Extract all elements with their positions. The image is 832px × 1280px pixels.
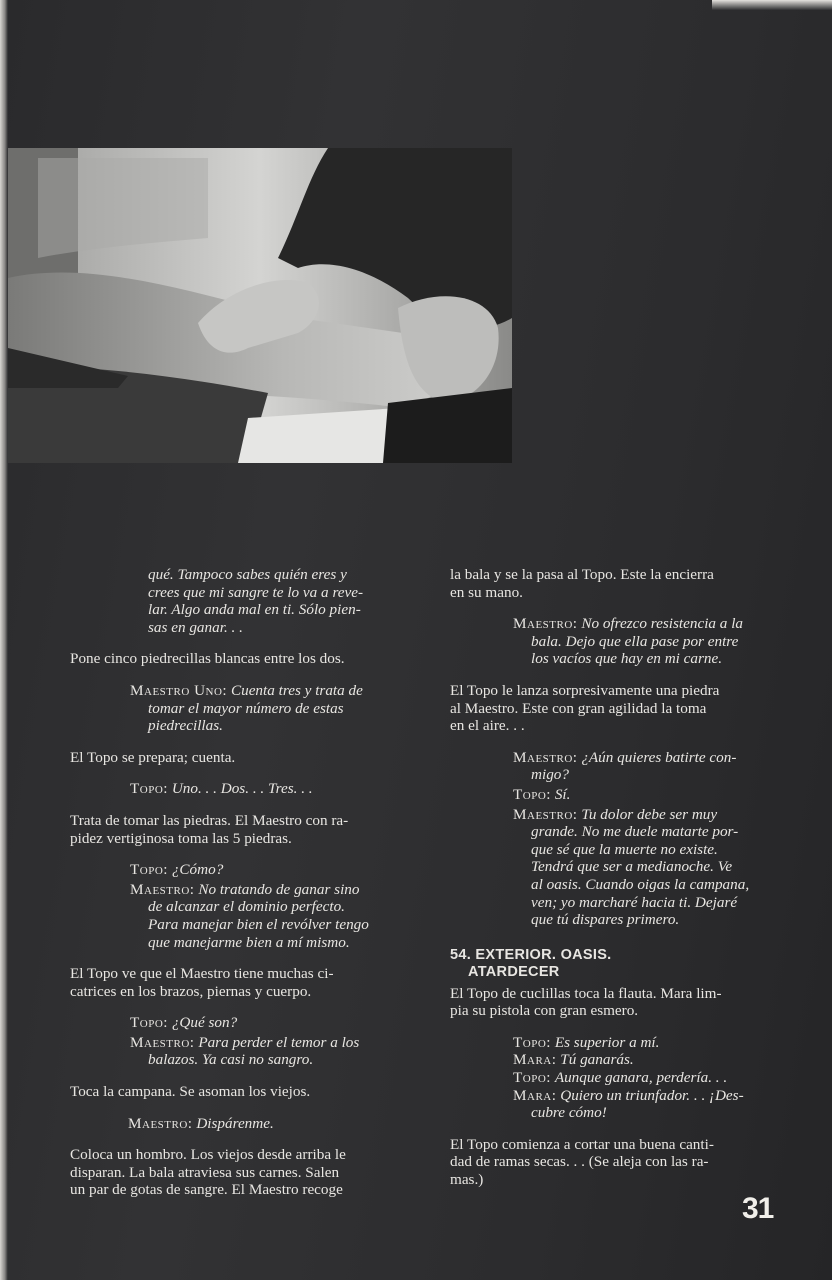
speech-text: ¿Aún quieres batirte con- xyxy=(581,748,737,766)
dialogue-continuation xyxy=(70,566,408,636)
speech-text: bala. Dejo que ella pase por entre xyxy=(531,632,739,650)
speech-text: Para perder el temor a los xyxy=(198,1033,360,1051)
dialogue-topo xyxy=(70,1014,408,1032)
stage-direction: Toca la campana. Se asoman los viejos. xyxy=(70,1083,311,1101)
speech-text: Tu dolor debe ser muy xyxy=(581,805,718,823)
dialogue-topo xyxy=(70,780,408,798)
stage-direction: Pone cinco piedrecillas blancas entre los dos. xyxy=(70,650,345,668)
text-line: la bala y se la pasa al Topo. Este la encierra xyxy=(450,566,714,583)
scene-heading-line: ATARDECER xyxy=(468,963,560,980)
speaker-label: Maestro: xyxy=(513,748,578,766)
page-top-edge xyxy=(712,0,832,10)
stage-direction xyxy=(450,1136,776,1189)
scene-heading-line: 54. EXTERIOR. OASIS. xyxy=(450,946,612,963)
speech-text: migo? xyxy=(531,766,569,784)
text-line: dad de ramas secas. . . (Se aleja con las ra- xyxy=(450,1153,709,1171)
speech-text: Cuenta tres y trata de xyxy=(230,681,363,699)
text-line: al Maestro. Este con gran agilidad la toma xyxy=(450,699,707,717)
text-line: Coloca un hombro. Los viejos desde arriba le xyxy=(70,1146,346,1164)
text-line: qué. Tampoco sabes quién eres y xyxy=(148,566,347,583)
speech-text: Quiero un triunfador. . . ¡Des- xyxy=(560,1086,744,1104)
text-line: Trata de tomar las piedras. El Maestro con ra- xyxy=(70,811,349,829)
text-line: El Topo de cuclillas toca la flauta. Mara lim- xyxy=(450,984,722,1002)
speaker-label: Maestro Uno: xyxy=(130,681,228,699)
dialogue-mara xyxy=(450,1087,776,1122)
speech-text: de alcanzar el dominio perfecto. xyxy=(148,898,345,916)
photo-illustration xyxy=(8,148,512,463)
speech-text: grande. No me duele matarte por- xyxy=(531,823,739,841)
text-line: catrices en los brazos, piernas y cuerpo. xyxy=(70,982,312,1000)
speech-text: Es superior a mí. xyxy=(554,1033,660,1051)
text-line: El Topo ve que el Maestro tiene muchas ci- xyxy=(70,965,334,983)
speech-text: que tú dispares primero. xyxy=(531,911,680,929)
speech-text: Sí. xyxy=(554,785,571,803)
text-line: crees que mi sangre te lo va a reve- xyxy=(148,583,364,601)
speaker-label: Topo: xyxy=(513,1069,552,1087)
speaker-label: Mara: xyxy=(513,1051,557,1069)
speaker-label: Topo: xyxy=(130,780,169,798)
dialogue-topo xyxy=(450,786,776,804)
text-line: El Topo comienza a cortar una buena canti- xyxy=(450,1135,714,1153)
dialogue-maestro xyxy=(70,1115,408,1133)
speaker-label: Topo: xyxy=(130,861,169,879)
speaker-label: Topo: xyxy=(130,1014,169,1032)
speech-text: Tú ganarás. xyxy=(560,1051,634,1069)
speech-text: ¿Qué son? xyxy=(171,1014,238,1032)
scene-heading xyxy=(450,947,776,981)
speech-text: No ofrezco resistencia a la xyxy=(581,615,744,633)
stage-direction xyxy=(450,985,776,1020)
speech-text: ven; yo marcharé hacia ti. Dejaré xyxy=(531,893,738,911)
stage-direction xyxy=(70,1146,408,1199)
speech-text: tomar el mayor número de estas xyxy=(148,699,344,717)
speech-text: que sé que la muerte no existe. xyxy=(531,840,718,858)
text-line: en el aire. . . xyxy=(450,717,525,735)
speaker-label: Topo: xyxy=(513,1033,552,1051)
page-number: 31 xyxy=(742,1192,774,1225)
text-line: lar. Algo anda mal en ti. Sólo pien- xyxy=(148,601,361,619)
speech-text: Uno. . . Dos. . . Tres. . . xyxy=(171,780,313,798)
stage-direction xyxy=(450,682,776,735)
dialogue-topo xyxy=(450,1034,776,1052)
speech-text: No tratando de ganar sino xyxy=(198,880,360,898)
speaker-label: Mara: xyxy=(513,1086,557,1104)
left-column xyxy=(70,566,408,1199)
text-line: El Topo le lanza sorpresivamente una piedra xyxy=(450,681,720,699)
dialogue-topo xyxy=(450,1069,776,1087)
speech-text: Tendrá que ser a medianoche. Ve xyxy=(531,858,733,876)
speaker-label: Topo: xyxy=(513,785,552,803)
stage-direction xyxy=(450,566,776,601)
text-line: un par de gotas de sangre. El Maestro recoge xyxy=(70,1181,343,1199)
speech-text: Dispárenme. xyxy=(196,1114,274,1132)
text-line: disparan. La bala atraviesa sus carnes. Salen xyxy=(70,1163,340,1181)
text-line: pia su pistola con gran esmero. xyxy=(450,1002,639,1020)
dialogue-maestro xyxy=(70,1034,408,1069)
speech-text: los vacíos que hay en mi carne. xyxy=(531,650,723,668)
speech-text: cubre cómo! xyxy=(531,1104,607,1122)
dialogue-maestro xyxy=(450,806,776,929)
speaker-label: Maestro: xyxy=(513,615,578,633)
speaker-label: Maestro: xyxy=(513,805,578,823)
speaker-label: Maestro: xyxy=(128,1114,193,1132)
right-column xyxy=(450,566,776,1189)
stage-direction: El Topo se prepara; cuenta. xyxy=(70,748,236,766)
dialogue-maestro xyxy=(450,615,776,668)
text-line: en su mano. xyxy=(450,583,523,601)
speaker-label: Maestro: xyxy=(130,880,195,898)
speech-text: Aunque ganara, perdería. . . xyxy=(554,1069,728,1087)
dialogue-maestro xyxy=(450,749,776,784)
speech-text: balazos. Ya casi no sangro. xyxy=(148,1051,314,1069)
speech-text: que manejarme bien a mí mismo. xyxy=(148,933,350,951)
dialogue-maestro xyxy=(70,881,408,951)
dialogue-maestro-uno xyxy=(70,682,408,735)
stage-direction xyxy=(70,965,408,1000)
speaker-label: Maestro: xyxy=(130,1033,195,1051)
photo-hands-foot xyxy=(8,148,512,463)
stage-direction xyxy=(70,812,408,847)
text-line: mas.) xyxy=(450,1171,484,1189)
page-edge xyxy=(0,0,8,1280)
speech-text: piedrecillas. xyxy=(148,717,223,735)
text-line: sas en ganar. . . xyxy=(148,618,243,636)
dialogue-topo xyxy=(70,861,408,879)
dialogue-mara xyxy=(450,1051,776,1069)
speech-text: Para manejar bien el revólver tengo xyxy=(148,915,369,933)
text-line: pidez vertiginosa toma las 5 piedras. xyxy=(70,829,292,847)
speech-text: al oasis. Cuando oigas la campana, xyxy=(531,875,750,893)
speech-text: ¿Cómo? xyxy=(171,861,224,879)
